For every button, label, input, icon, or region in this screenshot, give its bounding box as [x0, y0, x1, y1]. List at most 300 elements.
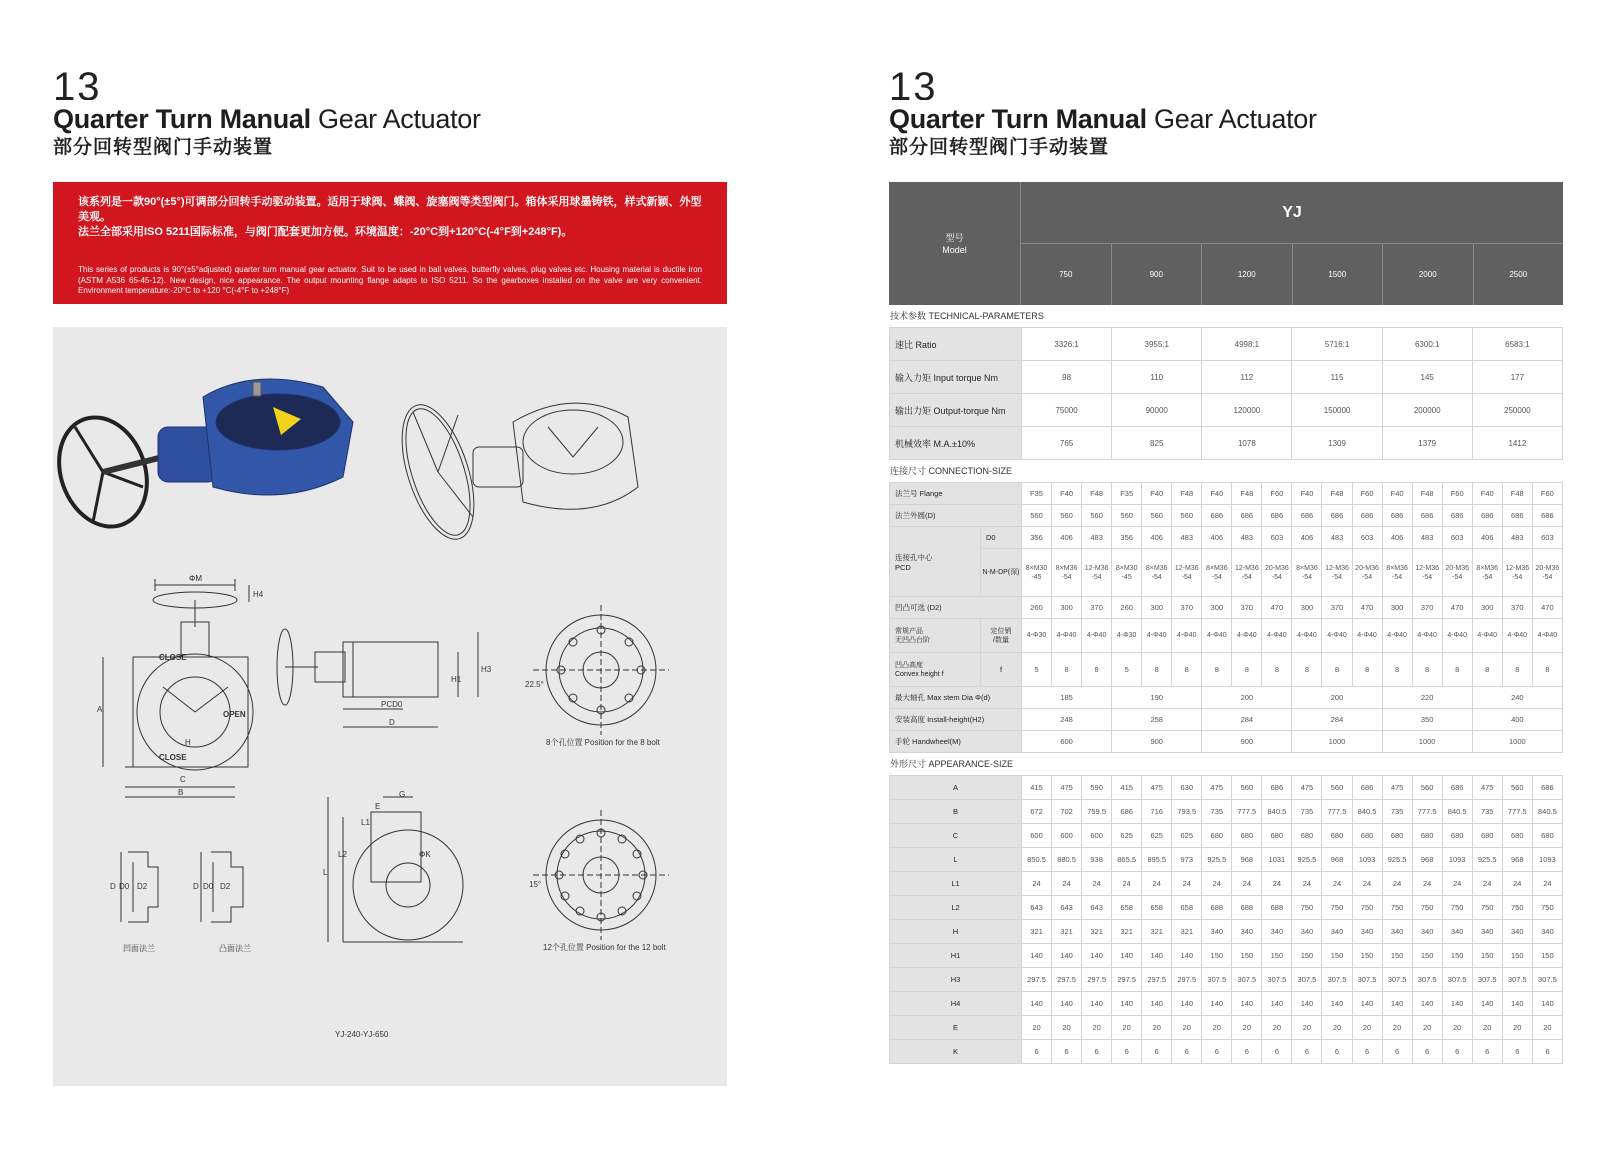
series-header: YJ [1021, 182, 1563, 244]
cell-line: -54 [1271, 573, 1282, 581]
table-cell: 560 [1052, 505, 1082, 527]
caption-concave: 凹面法兰 [123, 944, 155, 953]
table-cell: 140 [1052, 944, 1082, 968]
table-cell: 185 [1022, 687, 1112, 709]
table-cell: 3326:1 [1022, 328, 1112, 361]
table-cell: 590 [1082, 776, 1112, 800]
table-cell: 483 [1502, 527, 1532, 549]
label-l: L [323, 868, 328, 877]
table-cell: 925.5 [1292, 848, 1322, 872]
label-line: 无凹凸台阶 [895, 636, 930, 644]
table-cell: 6 [1172, 1040, 1202, 1064]
table-cell: 3955:1 [1112, 328, 1202, 361]
table-cell: 321 [1052, 920, 1082, 944]
table-cell: 643 [1022, 896, 1052, 920]
table-cell: 603 [1352, 527, 1382, 549]
table-cell: 4-Φ40 [1202, 619, 1232, 653]
table-cell: 356 [1022, 527, 1052, 549]
table-cell: 625 [1172, 824, 1202, 848]
table-cell: 1093 [1442, 848, 1472, 872]
table-cell: 340 [1442, 920, 1472, 944]
table-cell [1532, 549, 1562, 597]
table-cell: 688 [1232, 896, 1262, 920]
table-cell: 8 [1262, 653, 1292, 687]
table-cell: 560 [1142, 505, 1172, 527]
table-cell: 20 [1202, 1016, 1232, 1040]
table-cell: 340 [1292, 920, 1322, 944]
table-cell: 600 [1052, 824, 1082, 848]
table-cell: 307.5 [1232, 968, 1262, 992]
table-row [890, 687, 1563, 709]
table-cell: 6 [1322, 1040, 1352, 1064]
table-cell: 300 [1052, 597, 1082, 619]
table-cell: 643 [1082, 896, 1112, 920]
cell-line: -54 [1181, 573, 1192, 581]
table-cell: 75000 [1022, 394, 1112, 427]
table-cell: 340 [1202, 920, 1232, 944]
table-row [890, 427, 1563, 460]
table-cell: 716 [1142, 800, 1172, 824]
label-pcd0: PCD0 [381, 700, 403, 709]
table-cell: 968 [1322, 848, 1352, 872]
table-cell: 1000 [1472, 731, 1562, 753]
table-cell: 6 [1502, 1040, 1532, 1064]
table-cell: 686 [1112, 800, 1142, 824]
cell-line: -54 [1241, 573, 1252, 581]
table-row [890, 1016, 1563, 1040]
table-cell: 4-Φ40 [1382, 619, 1412, 653]
table-cell: 20 [1472, 1016, 1502, 1040]
cell-line: -54 [1301, 573, 1312, 581]
table-cell: 483 [1232, 527, 1262, 549]
description-en: This series of products is 90°(±5°adjusted) quarter turn manual gear actuator. Suit to be used in ball valves, butterfly valves, plug valves etc. Housing material is ductile iron (ASTM A536 65-45-12). New design, nice appearance. The output mounting flange adapts to ISO 5211. So the gearboxes installed on the valve are very convenient. Environment temperature:-20°C to +120 °C(-4°F to +248°F) [78, 265, 702, 295]
page-number: 13 [889, 72, 938, 100]
table-cell: 321 [1112, 920, 1142, 944]
table-cell: 686 [1262, 776, 1292, 800]
table-cell: 6 [1052, 1040, 1082, 1064]
table-row [890, 968, 1563, 992]
table-cell: 686 [1322, 505, 1352, 527]
table-cell: 470 [1532, 597, 1562, 619]
table-cell: 4-Φ40 [1472, 619, 1502, 653]
table-cell: F48 [1322, 483, 1352, 505]
model-column-header: 1200 [1202, 244, 1293, 305]
table-cell: 686 [1352, 505, 1382, 527]
table-cell: 140 [1262, 992, 1292, 1016]
table-cell: 603 [1532, 527, 1562, 549]
table-cell: 4-Φ40 [1442, 619, 1472, 653]
label-d0-convex: D0 [203, 882, 214, 891]
table-cell: 925.5 [1382, 848, 1412, 872]
table-cell: 200 [1292, 687, 1382, 709]
bottom-view-drawing [328, 797, 463, 942]
spec-table [889, 182, 1563, 1064]
table-cell: 258 [1112, 709, 1202, 731]
table-cell: 840.5 [1532, 800, 1562, 824]
table-row [890, 776, 1563, 800]
table-cell: 688 [1202, 896, 1232, 920]
table-cell: 307.5 [1292, 968, 1322, 992]
table-cell: 686 [1202, 505, 1232, 527]
pcd-label-cn: 连接孔中心 [895, 552, 933, 562]
label-g: G [399, 790, 406, 799]
table-cell: 8 [1502, 653, 1532, 687]
label-a: A [97, 705, 103, 714]
right-page [804, 0, 1608, 1149]
table-cell: 600 [1022, 731, 1112, 753]
row-label: 手轮 Handwheel(M) [890, 731, 1022, 753]
table-cell: 750 [1412, 896, 1442, 920]
table-cell: 686 [1382, 505, 1412, 527]
table-cell: 680 [1322, 824, 1352, 848]
table-cell: 4-Φ30 [1022, 619, 1052, 653]
table-cell: 150 [1262, 944, 1292, 968]
model-range: YJ-240-YJ-650 [335, 1030, 389, 1039]
table-cell: 20 [1502, 1016, 1532, 1040]
table-cell: 24 [1142, 872, 1172, 896]
table-cell: F60 [1262, 483, 1292, 505]
table-cell: 759.5 [1082, 800, 1112, 824]
table-cell: 406 [1382, 527, 1412, 549]
table-cell: 140 [1412, 992, 1442, 1016]
cell-line: -54 [1392, 573, 1403, 581]
pcd-label-en: PCD [895, 562, 911, 572]
table-cell: 600 [1022, 824, 1052, 848]
table-cell: 140 [1502, 992, 1532, 1016]
table-cell: 5 [1022, 653, 1052, 687]
table-cell: 24 [1112, 872, 1142, 896]
table-cell: 1000 [1382, 731, 1472, 753]
table-cell: 150 [1442, 944, 1472, 968]
cell-line: 12-M36 [1325, 564, 1349, 572]
table-cell: 6 [1232, 1040, 1262, 1064]
table-row [890, 848, 1563, 872]
cell-line: -54 [1211, 573, 1222, 581]
cell-line: -54 [1482, 573, 1493, 581]
cell-line: -45 [1031, 573, 1042, 581]
table-cell: 968 [1502, 848, 1532, 872]
table-cell: 415 [1022, 776, 1052, 800]
cell-line: 8×M36 [1296, 564, 1318, 572]
cell-line: 20-M36 [1265, 564, 1289, 572]
table-cell [1202, 549, 1232, 597]
model-column-header: 2000 [1383, 244, 1474, 305]
table-cell: 765 [1022, 427, 1112, 460]
label-e: E [375, 802, 381, 811]
table-cell: 321 [1082, 920, 1112, 944]
section-technical: 技术参数 TECHNICAL-PARAMETERS [890, 311, 1044, 321]
table-cell: 24 [1322, 872, 1352, 896]
table-cell: 24 [1352, 872, 1382, 896]
table-cell: 686 [1442, 505, 1472, 527]
label-h4: H4 [253, 590, 264, 599]
table-cell: 140 [1292, 992, 1322, 1016]
row-label: B [890, 800, 1022, 824]
table-cell: 8 [1292, 653, 1322, 687]
table-cell: 686 [1292, 505, 1322, 527]
table-cell: 340 [1262, 920, 1292, 944]
table-cell: 865.5 [1112, 848, 1142, 872]
table-cell [1262, 549, 1292, 597]
table-cell: 750 [1322, 896, 1352, 920]
page-subtitle-cn: 部分回转型阀门手动装置 [53, 137, 274, 158]
table-cell: 8 [1472, 653, 1502, 687]
table-cell: 686 [1262, 505, 1292, 527]
table-cell: 340 [1232, 920, 1262, 944]
table-cell: 840.5 [1442, 800, 1472, 824]
table-cell: 140 [1052, 992, 1082, 1016]
label-h: H [185, 738, 191, 747]
table-cell: 4-Φ40 [1412, 619, 1442, 653]
row-label: A [890, 776, 1022, 800]
table-cell: 968 [1412, 848, 1442, 872]
table-cell: 475 [1292, 776, 1322, 800]
table-cell [1142, 549, 1172, 597]
table-cell [1112, 549, 1142, 597]
table-cell: 370 [1232, 597, 1262, 619]
table-cell: 6 [1442, 1040, 1472, 1064]
table-cell [1022, 549, 1052, 597]
table-cell: 20 [1082, 1016, 1112, 1040]
caption-convex: 凸面法兰 [219, 944, 251, 953]
table-cell [1472, 549, 1502, 597]
label-phi-m: ΦM [189, 574, 203, 583]
row-label: E [890, 1016, 1022, 1040]
cell-line: -45 [1121, 573, 1132, 581]
table-cell: 475 [1382, 776, 1412, 800]
table-row [890, 597, 1563, 619]
table-cell [1352, 549, 1382, 597]
table-cell: 20 [1172, 1016, 1202, 1040]
table-cell: 4-Φ40 [1052, 619, 1082, 653]
label-line: 凹凸高度 [895, 661, 923, 669]
table-cell: F48 [1082, 483, 1112, 505]
row-label [890, 527, 981, 597]
page-number: 13 [53, 72, 102, 100]
table-cell: 8 [1412, 653, 1442, 687]
table-cell: 140 [1082, 944, 1112, 968]
row-label: 机械效率 M.A.±10% [890, 427, 1022, 460]
table-cell: 260 [1022, 597, 1052, 619]
table-cell: 8 [1442, 653, 1472, 687]
table-cell: F40 [1292, 483, 1322, 505]
table-cell: 680 [1352, 824, 1382, 848]
table-cell: 680 [1412, 824, 1442, 848]
table-cell: 140 [1082, 992, 1112, 1016]
table-cell: 793.5 [1172, 800, 1202, 824]
table-cell: 406 [1142, 527, 1172, 549]
table-cell: 4-Φ40 [1352, 619, 1382, 653]
table-cell: 735 [1472, 800, 1502, 824]
table-cell: 340 [1352, 920, 1382, 944]
table-cell: 140 [1022, 944, 1052, 968]
table-cell: 20 [1052, 1016, 1082, 1040]
table-cell: 895.5 [1142, 848, 1172, 872]
table-cell: 6 [1532, 1040, 1562, 1064]
flange-12-bolt-drawing [533, 810, 669, 940]
table-cell: 680 [1442, 824, 1472, 848]
table-row [890, 619, 1563, 653]
table-cell: 20 [1022, 1016, 1052, 1040]
table-cell: 4-Φ40 [1082, 619, 1112, 653]
label-d0-concave: D0 [119, 882, 130, 891]
table-cell: 140 [1172, 992, 1202, 1016]
label-line: Convex height f [895, 670, 944, 678]
title-light: Gear Actuator [1154, 104, 1317, 134]
table-row [890, 896, 1563, 920]
table-cell: 658 [1112, 896, 1142, 920]
table-cell: 603 [1442, 527, 1472, 549]
table-row [890, 361, 1563, 394]
table-cell: 370 [1502, 597, 1532, 619]
cell-line: 8×M36 [1476, 564, 1499, 572]
table-cell: 370 [1172, 597, 1202, 619]
table-cell: 150000 [1292, 394, 1382, 427]
table-cell: 560 [1172, 505, 1202, 527]
table-cell: 321 [1172, 920, 1202, 944]
table-cell: 150 [1502, 944, 1532, 968]
table-cell: F60 [1532, 483, 1562, 505]
table-cell [1172, 549, 1202, 597]
table-cell: 686 [1472, 505, 1502, 527]
cell-line: 12-M36 [1174, 564, 1199, 572]
table-cell: 4998:1 [1202, 328, 1292, 361]
table-cell: 24 [1472, 872, 1502, 896]
table-cell: 625 [1112, 824, 1142, 848]
table-cell: 307.5 [1472, 968, 1502, 992]
table-cell: F35 [1022, 483, 1052, 505]
table-cell: 150 [1292, 944, 1322, 968]
table-cell: 470 [1442, 597, 1472, 619]
table-cell: 750 [1382, 896, 1412, 920]
table-cell: F48 [1232, 483, 1262, 505]
table-cell: 297.5 [1142, 968, 1172, 992]
table-cell: 900 [1112, 731, 1202, 753]
section-appearance: 外形尺寸 APPEARANCE-SIZE [890, 759, 1014, 769]
table-cell: 20 [1532, 1016, 1562, 1040]
table-cell: 560 [1502, 776, 1532, 800]
table-cell [1382, 549, 1412, 597]
table-cell: 200000 [1382, 394, 1472, 427]
label-phi-k: ΦK [419, 850, 431, 859]
table-cell: 307.5 [1352, 968, 1382, 992]
label-c: C [180, 775, 186, 784]
table-cell: 4-Φ40 [1142, 619, 1172, 653]
table-cell: 8 [1352, 653, 1382, 687]
table-cell: 702 [1052, 800, 1082, 824]
table-cell: 307.5 [1262, 968, 1292, 992]
table-cell: 643 [1052, 896, 1082, 920]
table-cell: 1309 [1292, 427, 1382, 460]
table-cell: 686 [1502, 505, 1532, 527]
cell-line: 12-M36 [1084, 564, 1109, 572]
table-cell: 406 [1202, 527, 1232, 549]
table-row [890, 920, 1563, 944]
table-cell: 140 [1112, 992, 1142, 1016]
cell-line: 8×M36 [1145, 564, 1168, 572]
table-cell: 750 [1472, 896, 1502, 920]
table-cell: 177 [1472, 361, 1562, 394]
table-cell: 220 [1382, 687, 1472, 709]
table-cell: 4-Φ30 [1112, 619, 1142, 653]
technical-drawing [53, 327, 727, 1086]
label-b: B [178, 788, 184, 797]
table-cell: 475 [1052, 776, 1082, 800]
row-label: H [890, 920, 1022, 944]
table-cell: 20 [1112, 1016, 1142, 1040]
table-cell: 5 [1112, 653, 1142, 687]
table-cell: 750 [1352, 896, 1382, 920]
table-cell: 24 [1262, 872, 1292, 896]
table-cell: 150 [1382, 944, 1412, 968]
table-cell: F48 [1412, 483, 1442, 505]
cell-line: -54 [1361, 573, 1373, 581]
table-cell: 150 [1322, 944, 1352, 968]
table-cell: 24 [1022, 872, 1052, 896]
section-connection: 连接尺寸 CONNECTION-SIZE [890, 466, 1013, 476]
table-cell: 140 [1352, 992, 1382, 1016]
table-cell: 140 [1472, 992, 1502, 1016]
label-angle-12: 15° [529, 880, 542, 889]
table-cell: 600 [1082, 824, 1112, 848]
table-cell: 6 [1472, 1040, 1502, 1064]
table-cell: 483 [1082, 527, 1112, 549]
table-cell: 925.5 [1472, 848, 1502, 872]
description-cn-2: 法兰全部采用ISO 5211国际标准，与阀门配套更加方便。环境温度：-20°C到+120°C(-4°F到+248°F)。 [78, 226, 573, 238]
table-cell: 630 [1172, 776, 1202, 800]
table-cell: 925.5 [1202, 848, 1232, 872]
table-cell: 1093 [1352, 848, 1382, 872]
row-label: 安装高度 Install-height(H2) [890, 709, 1022, 731]
table-cell: 8 [1052, 653, 1082, 687]
table-cell: 307.5 [1442, 968, 1472, 992]
table-cell: 24 [1172, 872, 1202, 896]
label-line: /数量 [993, 636, 1009, 644]
table-cell: 307.5 [1502, 968, 1532, 992]
label-angle-8: 22.5° [525, 680, 544, 689]
table-cell [1292, 549, 1322, 597]
table-cell [1502, 549, 1532, 597]
table-cell: 688 [1262, 896, 1292, 920]
table-cell: F40 [1202, 483, 1232, 505]
table-cell: 686 [1352, 776, 1382, 800]
table-cell: 340 [1412, 920, 1442, 944]
table-cell: 680 [1262, 824, 1292, 848]
table-cell: 406 [1052, 527, 1082, 549]
table-cell: 24 [1082, 872, 1112, 896]
label-h3: H3 [481, 665, 492, 674]
row-label: C [890, 824, 1022, 848]
front-view-drawing [103, 579, 253, 797]
table-cell: 968 [1232, 848, 1262, 872]
table-cell: F60 [1352, 483, 1382, 505]
table-cell: 150 [1532, 944, 1562, 968]
label-l2: L2 [338, 850, 347, 859]
table-cell: 6 [1382, 1040, 1412, 1064]
cell-line: -54 [1091, 573, 1102, 581]
table-cell: 777.5 [1232, 800, 1262, 824]
table-cell: 750 [1502, 896, 1532, 920]
table-cell: 6 [1202, 1040, 1232, 1064]
table-row [890, 731, 1563, 753]
table-cell: 686 [1532, 776, 1562, 800]
table-cell: 20 [1142, 1016, 1172, 1040]
table-cell: 680 [1232, 824, 1262, 848]
table-cell: 680 [1382, 824, 1412, 848]
table-cell: 20 [1292, 1016, 1322, 1040]
table-cell: 483 [1322, 527, 1352, 549]
table-cell: 686 [1412, 505, 1442, 527]
